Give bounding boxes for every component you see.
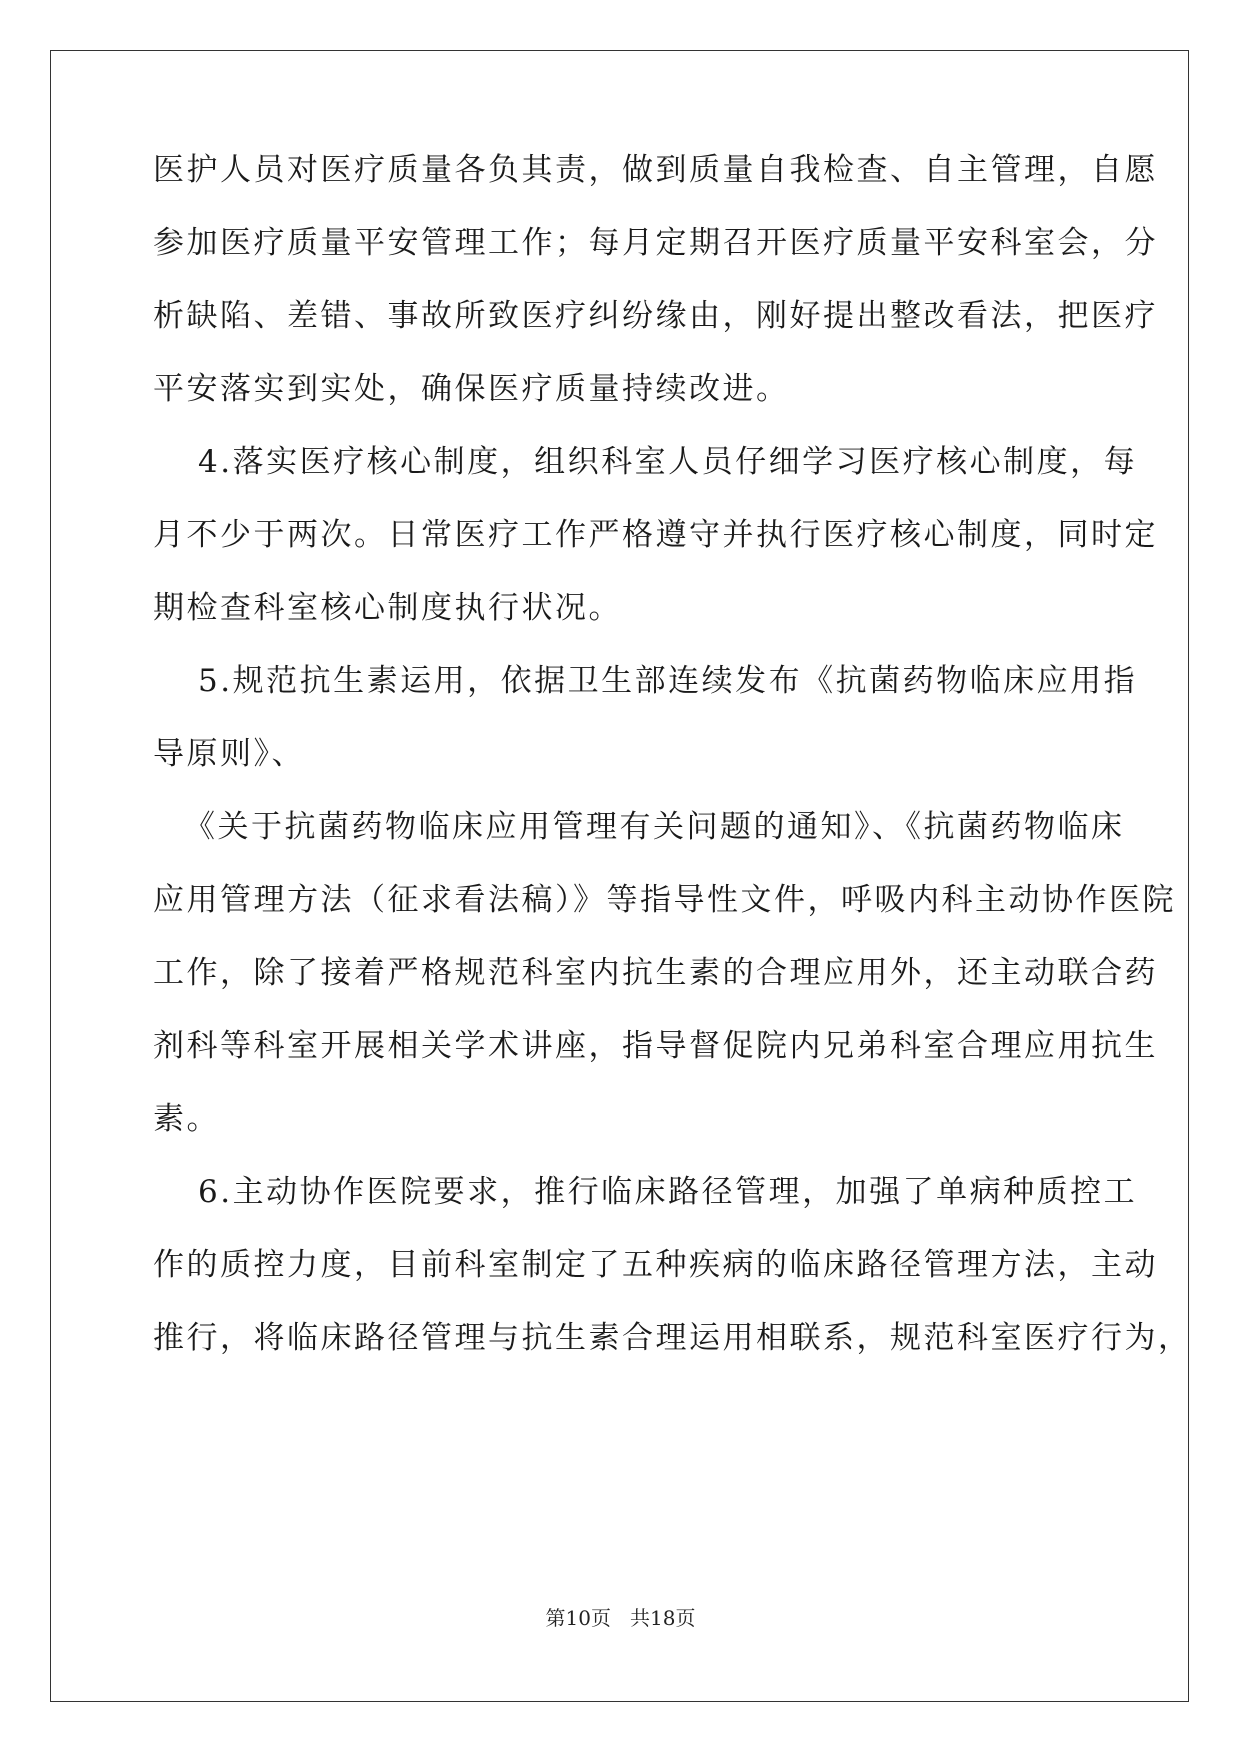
text-line-15: 6.主动协作医院要求，推行临床路径管理，加强了单病种质控工 bbox=[198, 1174, 1138, 1210]
text-line-1: 医护人员对医疗质量各负其责，做到质量自我检查、自主管理，自愿 bbox=[153, 152, 1158, 188]
text-line-5: 4.落实医疗核心制度，组织科室人员仔细学习医疗核心制度，每 bbox=[198, 444, 1138, 480]
text-line-2: 参加医疗质量平安管理工作；每月定期召开医疗质量平安科室会，分 bbox=[153, 225, 1158, 261]
page-footer bbox=[0, 1605, 1241, 1631]
total-pages-label: 共18页 bbox=[630, 1606, 696, 1630]
text-line-6: 月不少于两次。日常医疗工作严格遵守并执行医疗核心制度，同时定 bbox=[153, 517, 1158, 553]
text-line-9: 导原则》、 bbox=[153, 736, 305, 772]
text-line-10: 《关于抗菌药物临床应用管理有关问题的通知》、《抗菌药物临床 bbox=[184, 809, 1125, 845]
text-line-8: 5.规范抗生素运用，依据卫生部连续发布《抗菌药物临床应用指 bbox=[198, 663, 1138, 699]
text-line-11: 应用管理方法（征求看法稿）》等指导性文件，呼吸内科主动协作医院 bbox=[153, 882, 1176, 918]
text-line-4: 平安落实到实处，确保医疗质量持续改进。 bbox=[153, 371, 790, 407]
text-line-14: 素。 bbox=[153, 1101, 220, 1137]
text-line-3: 析缺陷、差错、事故所致医疗纠纷缘由，刚好提出整改看法，把医疗 bbox=[153, 298, 1158, 334]
text-line-13: 剂科等科室开展相关学术讲座，指导督促院内兄弟科室合理应用抗生 bbox=[153, 1028, 1158, 1064]
text-line-7: 期检查科室核心制度执行状况。 bbox=[153, 590, 622, 626]
text-line-12: 工作，除了接着严格规范科室内抗生素的合理应用外，还主动联合药 bbox=[153, 955, 1158, 991]
text-line-16: 作的质控力度，目前科室制定了五种疾病的临床路径管理方法，主动 bbox=[153, 1247, 1158, 1283]
page-number-label: 第10页 bbox=[545, 1606, 611, 1630]
text-line-17: 推行，将临床路径管理与抗生素合理运用相联系，规范科室医疗行为， bbox=[153, 1320, 1192, 1356]
